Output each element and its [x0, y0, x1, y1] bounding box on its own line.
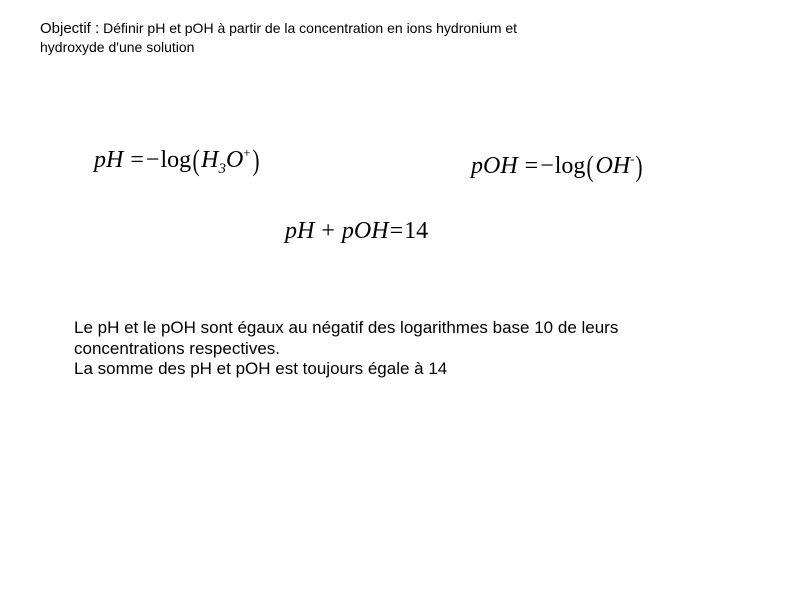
ph-superscript: +	[243, 145, 251, 160]
objective-text: Définir pH et pOH à partir de la concentration en ions hydronium et	[99, 20, 518, 36]
explanation-line-1: Le pH et le pOH sont égaux au négatif des logarithmes base 10 de leurs	[74, 318, 619, 337]
ph-lhs: pH	[94, 147, 124, 173]
ph-equals: =	[130, 147, 144, 173]
poh-log: log	[554, 153, 586, 179]
sum-value: 14	[404, 218, 429, 244]
sum-plus: +	[321, 218, 335, 244]
poh-species: OH	[595, 153, 631, 179]
objective-text-line2: hydroxyde d'une solution	[40, 39, 195, 55]
poh-formula	[471, 152, 644, 182]
poh-minus: −	[540, 153, 554, 179]
ph-formula	[94, 146, 261, 177]
sum-formula	[285, 219, 428, 243]
poh-lhs: pOH	[471, 153, 518, 179]
sum-poh: pOH	[341, 218, 389, 244]
sum-equals: =	[389, 218, 404, 244]
poh-equals: =	[524, 153, 539, 179]
objective-label: Objectif :	[40, 20, 100, 37]
ph-species-o: O	[225, 147, 244, 173]
ph-minus: −	[145, 147, 160, 173]
objective-heading	[40, 19, 600, 56]
poh-close-paren: )	[635, 150, 643, 183]
sum-ph: pH	[285, 218, 315, 244]
ph-open-paren: (	[192, 144, 200, 177]
ph-subscript: 3	[218, 161, 226, 177]
explanation-line-3: La somme des pH et pOH est toujours égale à 14	[74, 359, 448, 378]
ph-log: log	[160, 147, 192, 173]
poh-superscript: -	[630, 151, 635, 166]
ph-species-h: H	[201, 147, 219, 173]
explanation-line-2: concentrations respectives.	[74, 338, 280, 358]
ph-close-paren: )	[252, 144, 260, 177]
explanation-text	[74, 318, 714, 380]
poh-open-paren: (	[586, 150, 594, 183]
